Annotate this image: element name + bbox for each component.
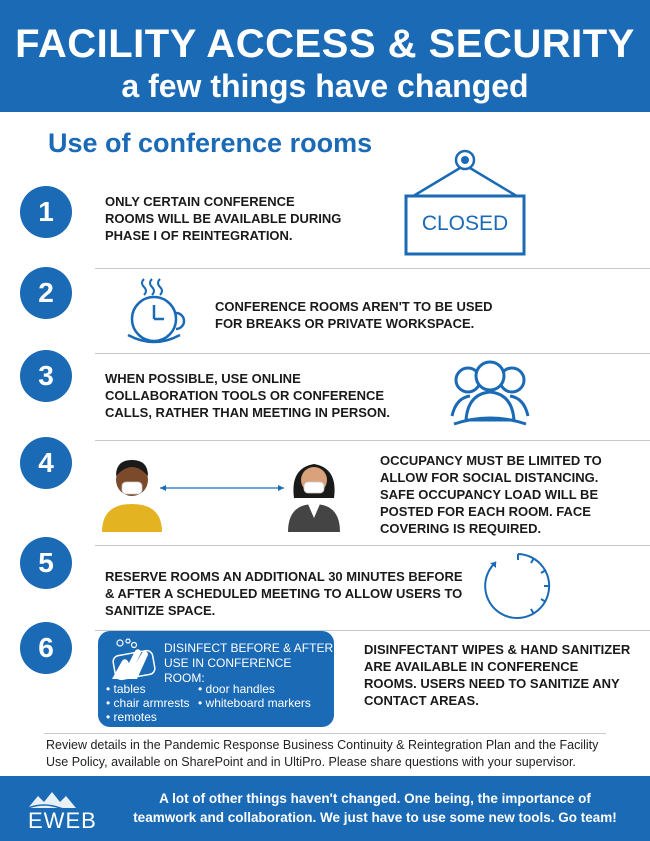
list-item: • door handles: [198, 682, 311, 696]
page-header: [0, 0, 650, 112]
divider: [95, 353, 650, 354]
divider: [95, 268, 650, 269]
page-subtitle: a few things have changed: [121, 68, 529, 104]
social-distance-icon: [98, 452, 348, 536]
step-text-5: RESERVE ROOMS AN ADDITIONAL 30 MINUTES BEFORE & AFTER A SCHEDULED MEETING TO ALLOW USERS TO SANITIZE SPACE.: [105, 569, 463, 618]
step-number-2: 2: [20, 267, 72, 319]
list-item: • remotes: [106, 710, 190, 724]
page-title: FACILITY ACCESS & SECURITY: [15, 22, 635, 66]
step-text-3: WHEN POSSIBLE, USE ONLINE COLLABORATION TOOLS OR CONFERENCE CALLS, RATHER THAN MEETING IN PERSON.: [105, 371, 391, 420]
timer-icon: [482, 550, 554, 622]
step-number-3: 3: [20, 350, 72, 402]
step-number-4: 4: [20, 437, 72, 489]
disinfect-title-line1: DISINFECT BEFORE & AFTER: [164, 641, 334, 655]
step-text-2: CONFERENCE ROOMS AREN'T TO BE USED FOR BREAKS OR PRIVATE WORKSPACE.: [215, 299, 493, 331]
footer-message: A lot of other things haven't changed. One being, the importance of teamwork and collaboration. We just have to use some new tools. Go team!: [133, 791, 617, 825]
list-item: • whiteboard markers: [198, 696, 311, 710]
disinfect-box-title: [164, 641, 334, 686]
page-footer: [0, 776, 650, 841]
footnote: Review details in the Pandemic Response Business Continuity & Reintegration Plan and the Facility Use Policy, available on SharePoint and in UltiPro. Please share questions with your supervisor.: [46, 738, 599, 769]
section-title: Use of conference rooms: [48, 128, 373, 158]
coffee-clock-icon: [122, 275, 194, 347]
step-number-1: 1: [20, 186, 72, 238]
disinfect-list-col1: [106, 682, 190, 724]
disinfect-list-col2: [198, 682, 311, 710]
step-number-5: 5: [20, 537, 72, 589]
hand-wash-icon: [108, 637, 162, 683]
divider: [95, 440, 650, 441]
disinfect-box: [98, 631, 334, 727]
step-text-6: DISINFECTANT WIPES & HAND SANITIZER ARE AVAILABLE IN CONFERENCE ROOMS. USERS NEED TO SANITIZE ANY CONTACT AREAS.: [364, 642, 631, 708]
group-icon: [448, 358, 532, 432]
list-item: • chair armrests: [106, 696, 190, 710]
step-text-1: ONLY CERTAIN CONFERENCE ROOMS WILL BE AVAILABLE DURING PHASE I OF REINTEGRATION.: [105, 194, 342, 243]
divider: [44, 733, 606, 734]
step-text-4: OCCUPANCY MUST BE LIMITED TO ALLOW FOR SOCIAL DISTANCING. SAFE OCCUPANCY LOAD WILL BE POSTED FOR EACH ROOM. FACE COVERING IS REQUIRED.: [380, 453, 602, 536]
closed-sign-text: CLOSED: [421, 212, 509, 235]
step-number-6: 6: [20, 622, 72, 674]
list-item: • tables: [106, 682, 190, 696]
closed-sign-icon: [400, 148, 530, 258]
divider: [95, 545, 650, 546]
eweb-logo-text: EWEB: [28, 808, 97, 833]
disinfect-title-line2: USE IN CONFERENCE ROOM:: [164, 656, 292, 685]
